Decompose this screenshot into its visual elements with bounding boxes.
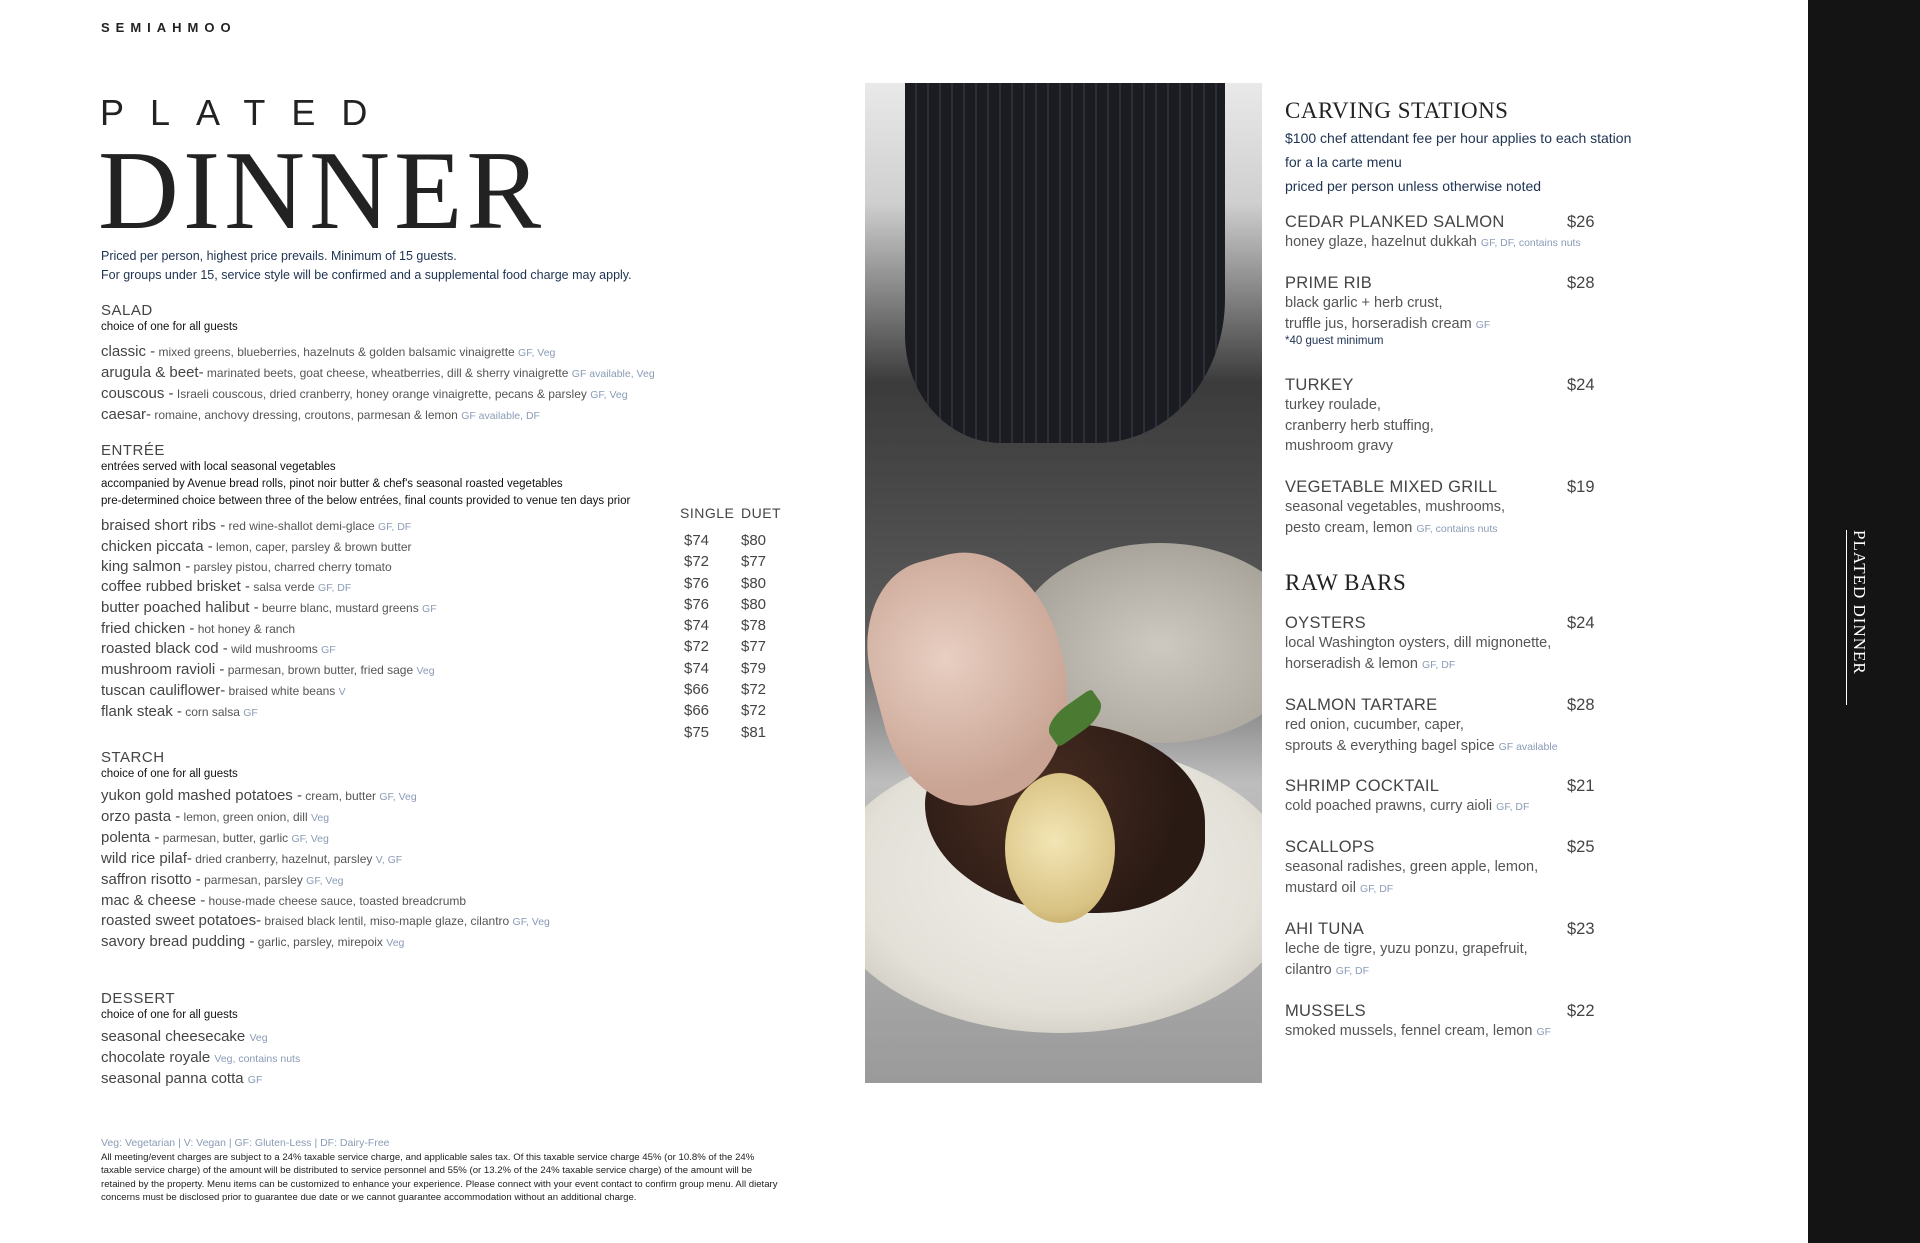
single-price: $74	[684, 659, 710, 677]
starch-item-description: house-made cheese sauce, toasted breadcrumb	[205, 894, 467, 908]
dietary-tags: GF, Veg	[291, 833, 329, 845]
dietary-tags: GF, DF	[1359, 882, 1394, 895]
entree-note: pre-determined choice between three of the below entrées, final counts provided to venue ten days prior	[101, 495, 631, 507]
raw-item-name: MUSSELS	[1285, 1002, 1366, 1020]
carving-item	[1285, 213, 1581, 254]
salad-item-description: Israeli couscous, dried cranberry, honey orange vinaigrette, pecans & parsley	[173, 387, 591, 401]
salad-item-name: couscous -	[101, 385, 174, 402]
carving-item-description: pesto cream, lemon GF, contains nuts	[1285, 519, 1498, 536]
raw-item-name: OYSTERS	[1285, 614, 1366, 632]
side-label-rule	[1846, 530, 1871, 705]
raw-item-price: $24	[1567, 614, 1595, 632]
starch-item	[101, 911, 550, 932]
entree-title: ENTRÉE	[101, 442, 165, 459]
starch-title: STARCH	[101, 749, 165, 766]
entree-item	[101, 619, 630, 639]
starch-item-name: saffron risotto -	[101, 871, 201, 888]
salad-item-name: caesar-	[101, 406, 152, 423]
chef-apron-shape	[905, 83, 1225, 443]
raw-item-price: $22	[1567, 1002, 1595, 1020]
dessert-item-name: seasonal panna cotta	[101, 1070, 248, 1087]
starch-item-description: garlic, parsley, mirepoix	[254, 935, 387, 949]
carving-note: for a la carte menu	[1285, 154, 1402, 170]
dietary-tags: Veg	[310, 812, 330, 824]
raw-item	[1285, 1002, 1551, 1043]
dietary-tags: GF, DF	[377, 521, 412, 533]
entree-item-name: butter poached halibut -	[101, 599, 259, 616]
brand-logo: SEMIAHMOO	[101, 20, 237, 35]
raw-item-description: cold poached prawns, curry aioli GF, DF	[1285, 798, 1530, 814]
salad-note: choice of one for all guests	[101, 321, 238, 333]
raw-item	[1285, 777, 1529, 818]
starch-section	[101, 749, 550, 953]
dessert-item	[101, 1027, 300, 1048]
starch-list	[101, 786, 550, 953]
entree-item-name: roasted black cod -	[101, 640, 228, 657]
raw-item-description: seasonal radishes, green apple, lemon,	[1285, 859, 1539, 875]
entree-item-name: chicken piccata -	[101, 538, 213, 555]
carving-note: priced per person unless otherwise noted	[1285, 178, 1542, 194]
dessert-item	[101, 1048, 300, 1069]
raw-item-price: $28	[1567, 696, 1595, 714]
raw-item-name: AHI TUNA	[1285, 920, 1365, 938]
dietary-tags: Veg, contains nuts	[214, 1053, 301, 1065]
entree-item	[101, 557, 630, 577]
raw-item-price: $21	[1567, 777, 1595, 795]
starch-item-name: mac & cheese -	[101, 892, 206, 909]
carving-item-price: $19	[1567, 478, 1595, 496]
starch-item	[101, 828, 550, 849]
starch-item	[101, 786, 550, 807]
single-price: $72	[684, 553, 710, 571]
raw-item-description: sprouts & everything bagel spice GF available	[1285, 737, 1558, 754]
salad-item-description: mixed greens, blueberries, hazelnuts & golden balsamic vinaigrette	[155, 345, 519, 359]
intro-line: For groups under 15, service style will be confirmed and a supplemental food charge may apply.	[101, 268, 632, 282]
carving-note: $100 chef attendant fee per hour applies to each station	[1285, 130, 1632, 146]
salad-item-description: romaine, anchovy dressing, croutons, parmesan & lemon	[151, 408, 462, 422]
salad-item-description: marinated beets, goat cheese, wheatberries, dill & sherry vinaigrette	[203, 366, 572, 380]
salad-item-name: classic -	[101, 343, 156, 360]
dessert-note: choice of one for all guests	[101, 1009, 238, 1021]
dietary-tags: GF, contains nuts	[1416, 522, 1498, 535]
dietary-tags: GF, Veg	[518, 347, 556, 359]
entree-item	[101, 702, 630, 723]
duet-price: $80	[741, 532, 767, 549]
entree-item-description: lemon, caper, parsley & brown butter	[212, 540, 412, 554]
carving-item-description: honey glaze, hazelnut dukkah GF, DF, contains nuts	[1285, 234, 1581, 250]
entree-item	[101, 577, 630, 598]
salad-title: SALAD	[101, 302, 153, 319]
entree-item-description: red wine-shallot demi-glace	[225, 519, 378, 533]
dietary-tags: GF available, Veg	[571, 368, 655, 380]
dessert-item	[101, 1069, 300, 1090]
entree-note: accompanied by Avenue bread rolls, pinot noir butter & chef's seasonal roasted vegetables	[101, 478, 563, 490]
starch-item	[101, 891, 550, 911]
starch-item-name: polenta -	[101, 829, 160, 846]
starch-item-description: lemon, green onion, dill	[180, 810, 311, 824]
heading-dinner: DINNER	[98, 129, 546, 253]
carving-item	[1285, 274, 1490, 347]
duet-price: $78	[741, 617, 767, 635]
entree-item-name: fried chicken -	[101, 620, 195, 637]
dietary-legend: Veg: Vegetarian | V: Vegan | GF: Gluten-Less | DF: Dairy-Free	[101, 1137, 390, 1149]
service-charge-fine-print: All meeting/event charges are subject to a 24% taxable service charge, and applicable sales tax. Of this taxable service charge 45% (or 10.8% of the 24% taxable service charge) of the amount will be distributed to service personnel and 55% (or 13.2% of the 24% taxable service charge) of the amount will be retained by the property. Menu items can be customized to enhance your experience. Please connect with your event contact to confirm group menu. All dietary concerns must be disclosed prior to guarantee due date or we cannot guarantee accommodation without an additional charge.	[101, 1152, 778, 1203]
raw-item-description: cilantro GF, DF	[1285, 961, 1370, 978]
entree-item-description: braised white beans	[225, 684, 339, 698]
entree-item-name: mushroom ravioli -	[101, 661, 225, 678]
dessert-title: DESSERT	[101, 990, 176, 1007]
entree-item-name: king salmon -	[101, 558, 191, 575]
food-photo	[865, 83, 1262, 1083]
raw-item-name: SCALLOPS	[1285, 838, 1375, 856]
starch-item-description: parmesan, parsley	[200, 873, 307, 887]
starch-item-description: cream, butter	[301, 789, 380, 803]
entree-item-name: braised short ribs -	[101, 517, 226, 534]
starch-item-name: orzo pasta -	[101, 808, 181, 825]
entree-note: entrées served with local seasonal vegetables	[101, 461, 336, 473]
dietary-tags: GF available	[1498, 740, 1558, 753]
entree-item-name: flank steak -	[101, 703, 182, 720]
dietary-tags: GF, DF, contains nuts	[1480, 237, 1581, 249]
dietary-tags: V	[338, 686, 346, 698]
dietary-tags: Veg	[249, 1032, 268, 1044]
starch-item	[101, 932, 550, 953]
carving-item-description: turkey roulade,	[1285, 397, 1381, 413]
duet-price: $77	[741, 553, 767, 571]
carving-item-price: $24	[1567, 376, 1595, 394]
raw-item-description: red onion, cucumber, caper,	[1285, 717, 1464, 733]
dessert-list	[101, 1027, 300, 1090]
entree-item	[101, 516, 630, 537]
entree-item-name: tuscan cauliflower-	[101, 682, 226, 699]
dessert-item-name: seasonal cheesecake	[101, 1028, 250, 1045]
dietary-tags: GF	[247, 1074, 263, 1086]
dietary-tags: Veg	[416, 665, 435, 677]
entree-section	[101, 442, 630, 723]
intro-line: Priced per person, highest price prevails. Minimum of 15 guests.	[101, 249, 457, 263]
dietary-tags: GF	[1475, 318, 1491, 331]
duet-price: $77	[741, 638, 767, 656]
dietary-tags: Veg	[386, 937, 405, 949]
carving-header	[1285, 98, 1631, 198]
single-price: $74	[684, 617, 710, 635]
starch-item	[101, 870, 550, 891]
starch-item-name: yukon gold mashed potatoes -	[101, 787, 302, 804]
entree-item	[101, 660, 630, 681]
raw-item-description: horseradish & lemon GF, DF	[1285, 655, 1456, 672]
raw-item	[1285, 920, 1528, 981]
single-price-column	[684, 530, 709, 743]
salad-item	[101, 384, 655, 405]
raw-item	[1285, 614, 1551, 675]
dessert-item-name: chocolate royale	[101, 1049, 215, 1066]
salad-item	[101, 363, 655, 384]
raw-item	[1285, 838, 1538, 899]
dietary-tags: GF	[321, 644, 336, 656]
starch-item	[101, 849, 550, 870]
entree-item-description: parsley pistou, charred cherry tomato	[190, 560, 392, 574]
raw-bars-title: RAW BARS	[1285, 570, 1407, 595]
single-price: $75	[684, 723, 710, 741]
raw-item-price: $23	[1567, 920, 1595, 938]
entree-item	[101, 598, 630, 619]
single-price: $72	[684, 638, 710, 656]
carving-title: CARVING STATIONS	[1285, 98, 1509, 123]
dietary-tags: GF, Veg	[590, 389, 628, 401]
entree-item	[101, 681, 630, 702]
carving-item-name: VEGETABLE MIXED GRILL	[1285, 478, 1498, 496]
dietary-tags: GF, DF	[1496, 801, 1530, 813]
single-price: $66	[684, 702, 710, 720]
salad-list	[101, 342, 655, 426]
salad-item	[101, 405, 655, 426]
starch-item-description: dried cranberry, hazelnut, parsley	[191, 852, 376, 866]
duet-price-column	[741, 530, 766, 743]
raw-item-description: smoked mussels, fennel cream, lemon GF	[1285, 1023, 1552, 1039]
duet-price: $80	[741, 574, 767, 592]
dietary-tags: GF, DF	[1422, 658, 1456, 671]
entree-item-description: hot honey & ranch	[194, 622, 296, 636]
single-price: $76	[684, 574, 710, 592]
carving-item-price: $26	[1567, 213, 1595, 231]
entree-item-name: coffee rubbed brisket -	[101, 578, 250, 595]
raw-item-name: SHRIMP COCKTAIL	[1285, 777, 1440, 795]
carving-item-price: $28	[1567, 274, 1595, 292]
starch-item-name: wild rice pilaf-	[101, 850, 192, 867]
single-price: $74	[684, 532, 710, 549]
dietary-tags: GF, DF	[318, 582, 352, 594]
carving-item-description: mushroom gravy	[1285, 438, 1393, 454]
single-header: SINGLE	[680, 505, 735, 521]
duet-price: $81	[741, 723, 767, 741]
starch-item	[101, 807, 550, 828]
carving-item-name: PRIME RIB	[1285, 274, 1373, 292]
carving-item-description: truffle jus, horseradish cream GF	[1285, 315, 1491, 332]
carving-item-name: CEDAR PLANKED SALMON	[1285, 213, 1505, 231]
dietary-tags: GF, Veg	[379, 791, 417, 803]
salad-item-name: arugula & beet-	[101, 364, 204, 381]
carving-item-description: seasonal vegetables, mushrooms,	[1285, 499, 1506, 515]
duet-price: $72	[741, 702, 767, 720]
dessert-section	[101, 990, 300, 1090]
entree-list	[101, 516, 630, 723]
raw-item-description: mustard oil GF, DF	[1285, 879, 1394, 896]
raw-item-name: SALMON TARTARE	[1285, 696, 1438, 714]
carving-item	[1285, 376, 1434, 457]
dietary-tags: GF available, DF	[461, 410, 540, 422]
carving-item-name: TURKEY	[1285, 376, 1354, 394]
carving-item-description: black garlic + herb crust,	[1285, 295, 1443, 311]
single-price: $76	[684, 595, 710, 613]
starch-note: choice of one for all guests	[101, 768, 238, 780]
salad-item	[101, 342, 655, 363]
dietary-tags: GF, DF	[1335, 964, 1370, 977]
raw-item	[1285, 696, 1558, 757]
dietary-tags: GF, Veg	[512, 916, 550, 928]
intro-text	[101, 247, 632, 285]
starch-item-name: roasted sweet potatoes-	[101, 912, 262, 929]
side-label: PLATED DINNER	[1850, 530, 1869, 675]
salad-section	[101, 302, 655, 426]
dietary-tags: GF	[422, 603, 437, 615]
raw-item-description: local Washington oysters, dill mignonette,	[1285, 635, 1552, 651]
dietary-tags: GF	[243, 707, 258, 719]
carving-item-minimum: *40 guest minimum	[1285, 335, 1384, 347]
entree-item	[101, 537, 630, 557]
duet-price: $72	[741, 681, 767, 699]
duet-price: $80	[741, 595, 767, 613]
single-price: $66	[684, 681, 710, 699]
raw-item-price: $25	[1567, 838, 1595, 856]
heading-plated: PLATED	[100, 92, 394, 133]
entree-item-description: wild mushrooms	[227, 642, 322, 656]
raw-item-description: leche de tigre, yuzu ponzu, grapefruit,	[1285, 941, 1528, 957]
carving-item	[1285, 478, 1505, 539]
duet-header: DUET	[741, 505, 782, 521]
entree-item-description: parmesan, brown butter, fried sage	[224, 663, 417, 677]
dietary-tags: V, GF	[375, 854, 403, 866]
raw-bars-header	[1285, 570, 1406, 596]
dietary-tags: GF	[1536, 1026, 1552, 1038]
entree-item-description: corn salsa	[181, 705, 244, 719]
entree-item-description: beurre blanc, mustard greens	[258, 601, 423, 615]
starch-item-description: braised black lentil, miso-maple glaze, cilantro	[261, 914, 513, 928]
entree-item	[101, 639, 630, 660]
starch-item-description: parmesan, butter, garlic	[159, 831, 292, 845]
dietary-tags: GF, Veg	[306, 875, 344, 887]
tempura-shape	[1005, 773, 1115, 923]
entree-item-description: salsa verde	[249, 580, 319, 594]
duet-price: $79	[741, 659, 767, 677]
carving-item-description: cranberry herb stuffing,	[1285, 417, 1434, 434]
starch-item-name: savory bread pudding -	[101, 933, 255, 950]
